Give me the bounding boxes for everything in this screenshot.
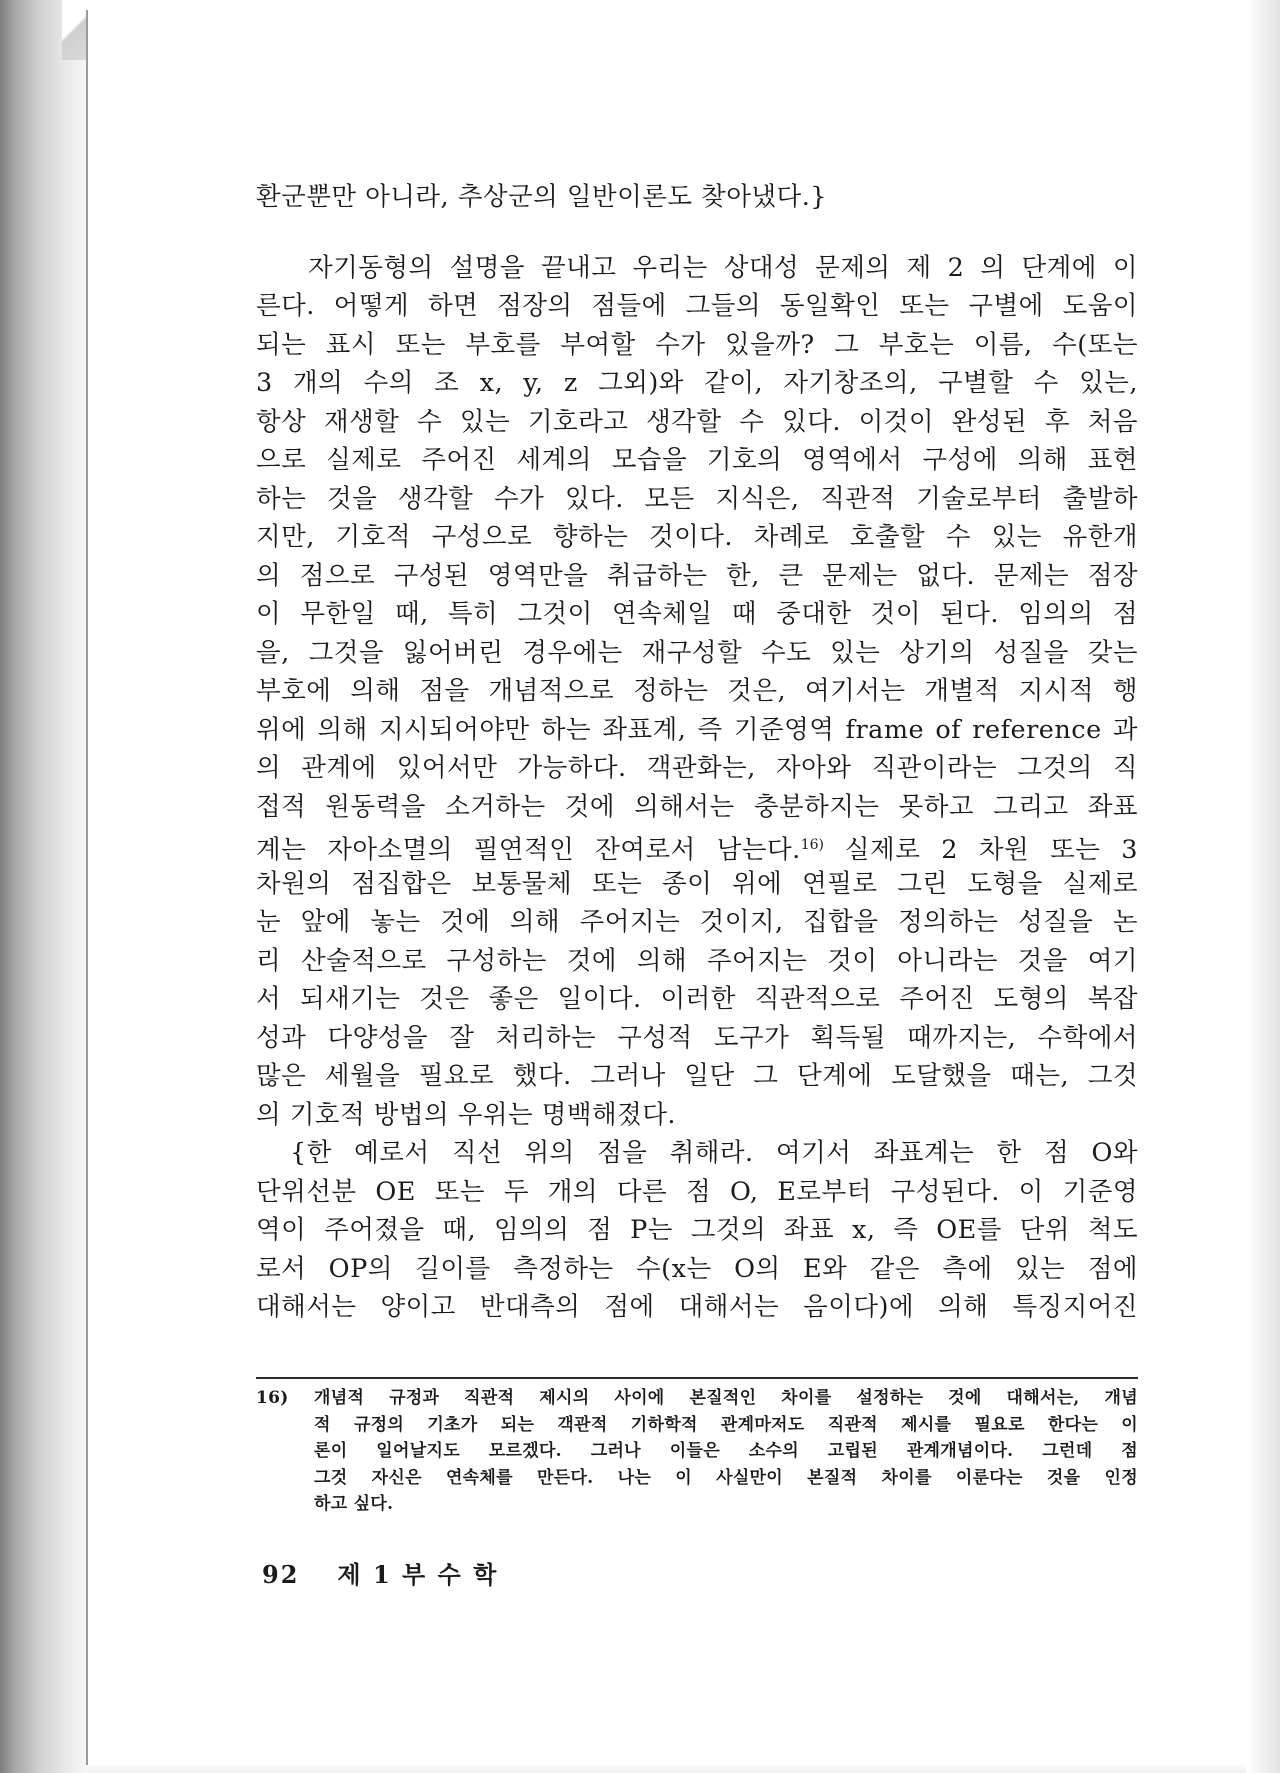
body-line: 으로 실제로 주어진 세계의 모습을 기호의 영역에서 구성에 의해 표현 <box>256 445 1138 475</box>
body-line: 하는 것을 생각할 수가 있다. 모든 지식은, 직관적 기술로부터 출발하 <box>256 483 1138 514</box>
footnote-line <box>256 1385 1138 1412</box>
footnote-line: 적 규정의 기초가 되는 객관적 기하학적 관계마저도 직관적 제시를 필요로 한다는 이 <box>314 1414 1138 1435</box>
running-footer <box>262 1555 498 1590</box>
footnote-text: 개념적 규정과 직관적 제시의 사이에 본질적인 차이를 설정하는 것에 대해서는, 개념 <box>314 1388 1138 1408</box>
body-line: 위에 의해 지시되어야만 하는 좌표계, 즉 기준영역 frame of reference 과 <box>256 714 1138 745</box>
page-number: 92 <box>262 1560 300 1589</box>
body-line <box>256 826 1138 865</box>
body-line-segment: 계는 자아소멸의 필연적인 잔여로서 남는다. <box>256 835 801 865</box>
footnote-number: 16) <box>256 1388 289 1408</box>
body-line: 단위선분 OE 또는 두 개의 다른 점 O, E로부터 구성된다. 이 기준영 <box>256 1176 1138 1207</box>
footnote-line: 하고 싶다. <box>314 1494 394 1514</box>
body-line: 접적 원동력을 소거하는 것에 의해서는 충분하지는 못하고 그리고 좌표 <box>256 791 1138 822</box>
body-line: 대해서는 양이고 반대측의 점에 대해서는 음이다)에 의해 특징지어진 <box>256 1292 1138 1322</box>
footnote-block <box>256 1385 1138 1518</box>
body-line: 많은 세월을 필요로 했다. 그러나 일단 그 단계에 도달했을 때는, 그것 <box>256 1061 1138 1091</box>
body-line: 의 관계에 있어서만 가능하다. 객관화는, 자아와 직관이라는 그것의 직 <box>256 753 1138 783</box>
body-line: 3 개의 수의 조 x, y, z 그외)와 같이, 자기창조의, 구별할 수 있는, <box>256 368 1138 398</box>
body-line: 의 점으로 구성된 영역만을 취급하는 한, 큰 문제는 없다. 문제는 점장 <box>256 560 1138 591</box>
section-title: 제 1 부 수 학 <box>337 1560 499 1589</box>
page-corner-fold <box>62 0 88 60</box>
book-spine-edge <box>86 10 88 1765</box>
body-line: 성과 다양성을 잘 처리하는 구성적 도구가 획득될 때까지는, 수학에서 <box>256 1022 1138 1053</box>
body-line: 이 무한일 때, 특히 그것이 연속체일 때 중대한 것이 된다. 임의의 점 <box>256 599 1138 629</box>
page-body <box>256 178 1138 1327</box>
body-line: 로서 OP의 길이를 측정하는 수(x는 O의 E와 같은 측에 있는 점에 <box>256 1253 1138 1284</box>
footnote-line: 론이 일어날지도 모르겠다. 그러나 이들은 소수의 고립된 관계개념이다. 그런데 점 <box>314 1441 1138 1461</box>
body-line: 환군뿐만 아니라, 추상군의 일반이론도 찾아냈다.} <box>256 182 828 212</box>
footnote-line: 그것 자신은 연속체를 만든다. 나는 이 사실만이 본질적 차이를 이룬다는 것을 인정 <box>314 1467 1138 1488</box>
page-right-edge-shadow <box>1246 0 1280 1773</box>
body-line: 되는 표시 또는 부호를 부여할 수가 있을까? 그 부호는 이름, 수(또는 <box>256 329 1138 360</box>
body-line: 항상 재생할 수 있는 기호라고 생각할 수 있다. 이것이 완성된 후 처음 <box>256 406 1138 437</box>
book-spine-shadow <box>0 0 88 1773</box>
body-line: 차원의 점집합은 보통물체 또는 종이 위에 연필로 그린 도형을 실제로 <box>256 868 1138 899</box>
body-line: {한 예로서 직선 위의 점을 취해라. 여기서 좌표계는 한 점 O와 <box>290 1138 1138 1168</box>
body-line: 른다. 어떻게 하면 점장의 점들에 그들의 동일확인 또는 구별에 도움이 <box>256 291 1138 321</box>
body-line: 을, 그것을 잃어버린 경우에는 재구성할 수도 있는 상기의 성질을 갖는 <box>256 637 1138 668</box>
body-line-segment: 실제로 2 차원 또는 3 <box>844 835 1138 865</box>
page-bottom-edge-shadow <box>88 1763 1246 1773</box>
body-line: 부호에 의해 점을 개념적으로 정하는 것은, 여기서는 개별적 지시적 행 <box>256 676 1138 706</box>
footnote-reference: 16) <box>800 837 824 853</box>
body-line: 역이 주어졌을 때, 임의의 점 P는 그것의 좌표 x, 즉 OE를 단위 척도 <box>256 1215 1138 1245</box>
paragraph-gap <box>256 217 1138 249</box>
body-line: 리 산술적으로 구성하는 것에 의해 주어지는 것이 아니라는 것을 여기 <box>256 945 1138 976</box>
body-line: 서 되새기는 것은 좋은 일이다. 이러한 직관적으로 주어진 도형의 복잡 <box>256 984 1138 1014</box>
body-line: 눈 앞에 놓는 것에 의해 주어지는 것이지, 집합을 정의하는 성질을 논 <box>256 907 1138 937</box>
body-line: 자기동형의 설명을 끝내고 우리는 상대성 문제의 제 2 의 단계에 이 <box>308 252 1138 283</box>
body-line: 지만, 기호적 구성으로 향하는 것이다. 차례로 호출할 수 있는 유한개 <box>256 522 1138 552</box>
body-line: 의 기호적 방법의 우위는 명백해졌다. <box>256 1099 677 1130</box>
footnote-divider <box>256 1377 1138 1379</box>
